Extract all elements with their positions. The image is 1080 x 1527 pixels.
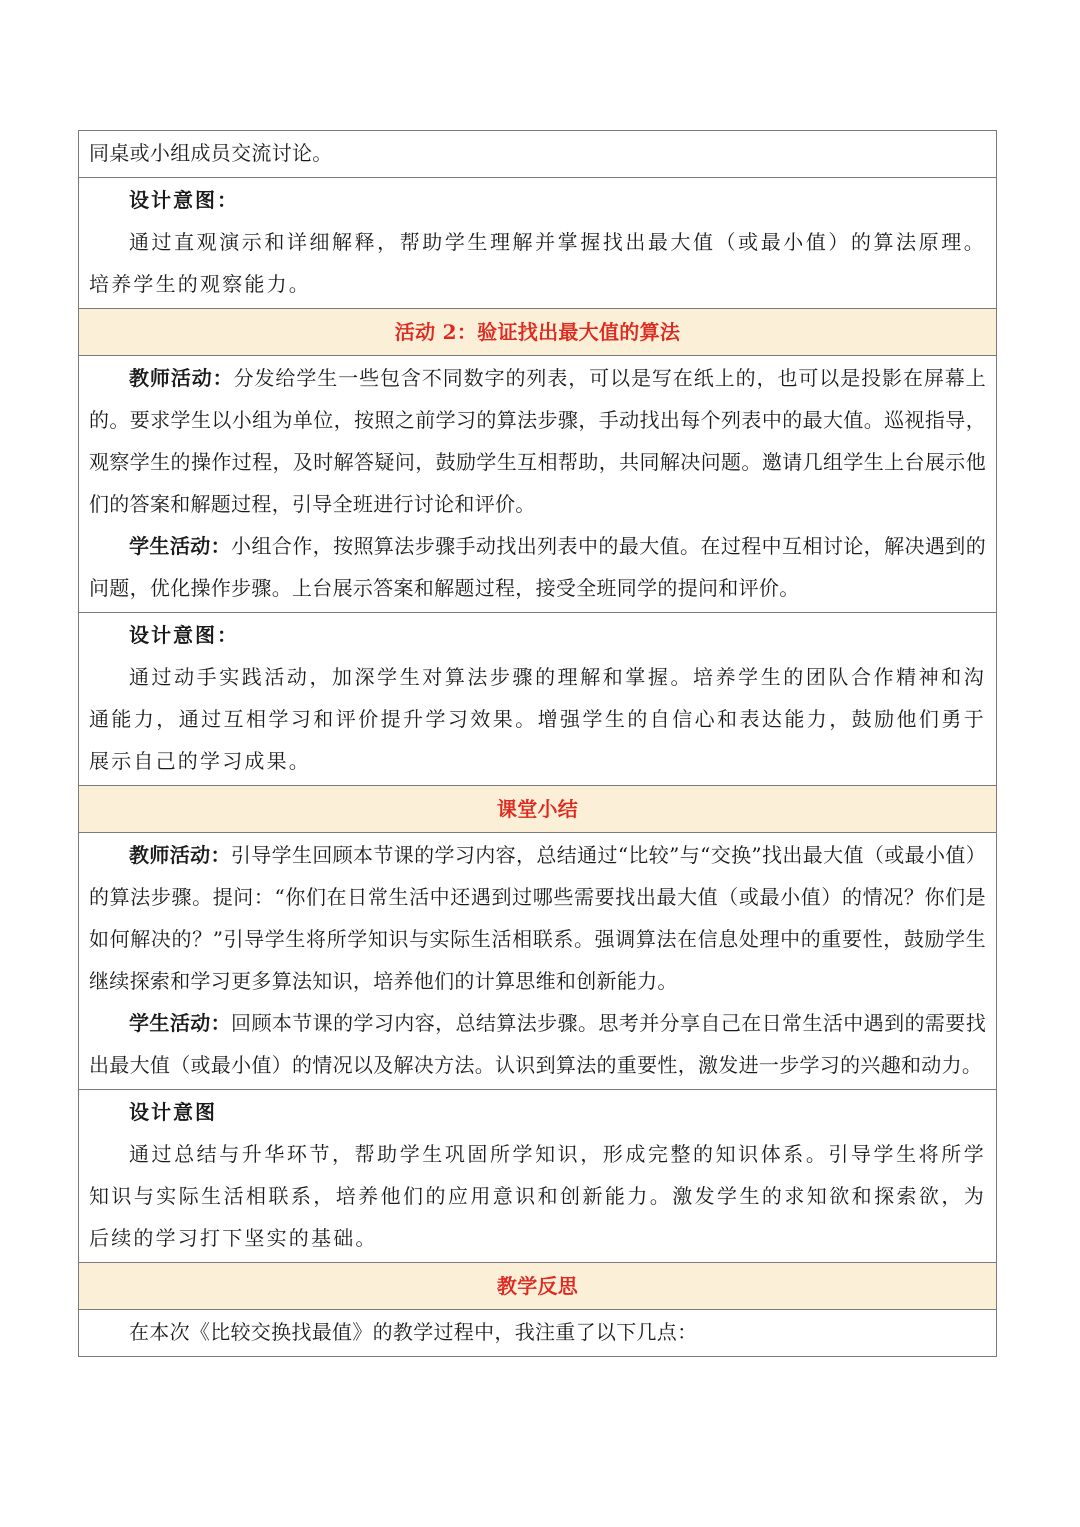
reflection-paragraph: 在本次《比较交换找最值》的教学过程中，我注重了以下几点： xyxy=(129,1320,698,1344)
teacher-activity-label: 教师活动： xyxy=(129,366,234,390)
teacher-activity-label: 教师活动： xyxy=(129,843,231,867)
teacher-activity-text: 分发给学生一些包含不同数字的列表，可以是写在纸上的，也可以是投影在屏幕上的。要求学生以小组为单位，按照之前学习的算法步骤，手动找出每个列表中的最大值。巡视指导，观察学生的操作过程，及时解答疑问，鼓励学生互相帮助，共同解决问题。邀请几组学生上台展示他们的答案和解题过程，引导全班进行讨论和评价。 xyxy=(89,366,986,516)
paragraph: 同桌或小组成员交流讨论。 xyxy=(89,141,333,165)
table-cell xyxy=(79,613,997,786)
design-intent-row xyxy=(79,1090,997,1263)
section-header-row xyxy=(79,1263,997,1310)
student-activity-paragraph xyxy=(89,525,986,609)
student-activity-text: 小组合作，按照算法步骤手动找出列表中的最大值。在过程中互相讨论，解决遇到的问题，优化操作步骤。上台展示答案和解题过程，接受全班同学的提问和评价。 xyxy=(89,534,987,600)
table-cell xyxy=(79,833,997,1090)
table-row xyxy=(79,1310,997,1357)
student-activity-label: 学生活动： xyxy=(129,534,232,558)
teacher-activity-text: 引导学生回顾本节课的学习内容，总结通过“比较”与“交换”找出最大值（或最小值）的算法步骤。提问：“你们在日常生活中还遇到过哪些需要找出最大值（或最小值）的情况？你们是如何解决的？”引导学生将所学知识与实际生活相联系。强调算法在信息处理中的重要性，鼓励学生继续探索和学习更多算法知识，培养他们的计算思维和创新能力。 xyxy=(89,843,986,993)
table-cell xyxy=(79,1090,997,1263)
design-intent-row xyxy=(79,613,997,786)
section-header-summary: 课堂小结 xyxy=(79,786,997,833)
table-cell xyxy=(79,131,997,178)
student-activity-text: 回顾本节课的学习内容，总结算法步骤。思考并分享自己在日常生活中遇到的需要找出最大值（或最小值）的情况以及解决方法。认识到算法的重要性，激发进一步学习的兴趣和动力。 xyxy=(89,1011,987,1077)
section-header-activity-2: 活动 2：验证找出最大值的算法 xyxy=(79,309,997,356)
student-activity-paragraph xyxy=(89,1002,986,1086)
design-intent-row xyxy=(79,178,997,309)
table-cell xyxy=(79,356,997,613)
teacher-activity-paragraph xyxy=(89,834,986,1002)
student-activity-label: 学生活动： xyxy=(129,1011,232,1035)
teacher-activity-paragraph xyxy=(89,357,986,525)
design-intent-text: 通过动手实践活动，加深学生对算法步骤的理解和掌握。培养学生的团队合作精神和沟通能力，通过互相学习和评价提升学习效果。增强学生的自信心和表达能力，鼓励他们勇于展示自己的学习成果。 xyxy=(89,665,986,773)
design-intent-text: 通过直观演示和详细解释，帮助学生理解并掌握找出最大值（或最小值）的算法原理。培养学生的观察能力。 xyxy=(89,230,986,296)
section-header-reflection: 教学反思 xyxy=(79,1263,997,1310)
design-intent-title: 设计意图： xyxy=(129,623,239,647)
lesson-plan-table xyxy=(78,130,997,1357)
table-cell xyxy=(79,1310,997,1357)
section-header-row xyxy=(79,309,997,356)
section-header-row xyxy=(79,786,997,833)
design-intent-title: 设计意图 xyxy=(129,1100,217,1124)
activity-row xyxy=(79,833,997,1090)
design-intent-text: 通过总结与升华环节，帮助学生巩固所学知识，形成完整的知识体系。引导学生将所学知识与实际生活相联系，培养他们的应用意识和创新能力。激发学生的求知欲和探索欲，为后续的学习打下坚实的基础。 xyxy=(89,1142,986,1250)
design-intent-title: 设计意图： xyxy=(129,188,239,212)
activity-row xyxy=(79,356,997,613)
table-cell xyxy=(79,178,997,309)
table-row xyxy=(79,131,997,178)
